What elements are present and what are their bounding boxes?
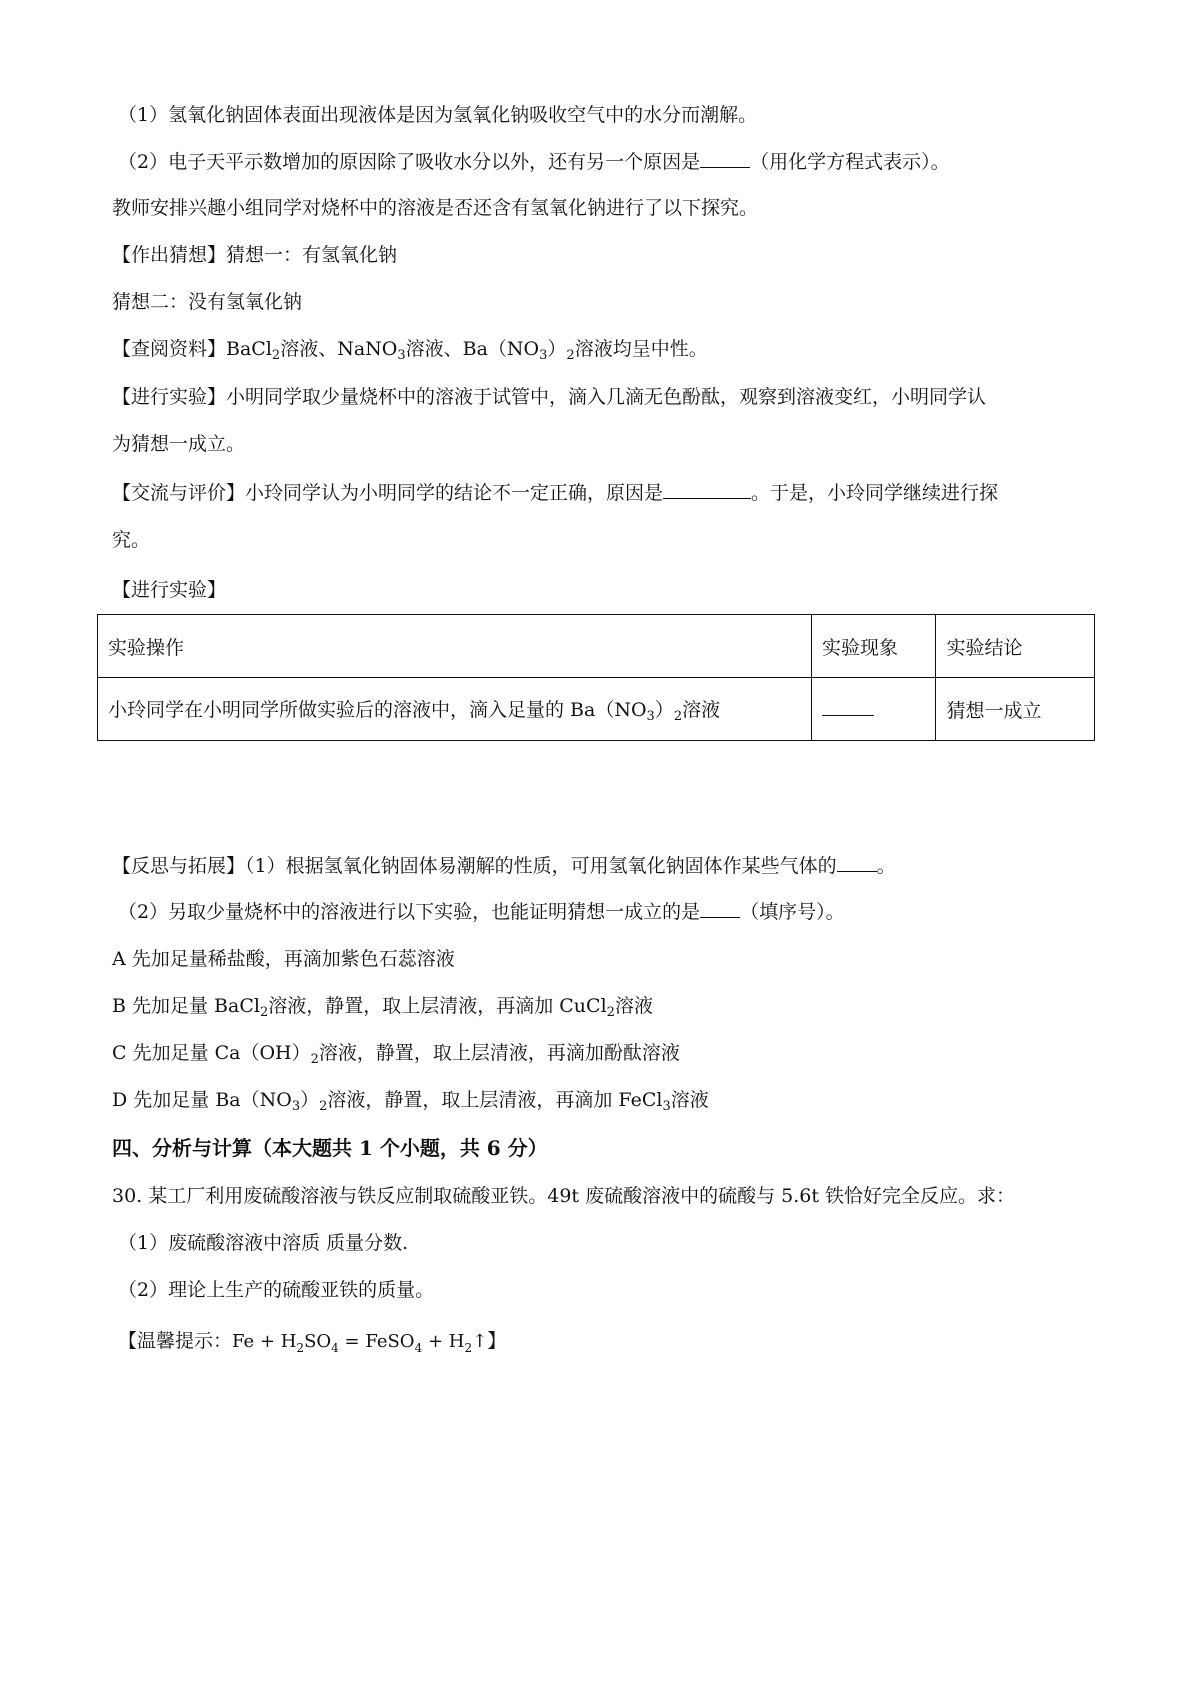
- text: D 先加足量 Ba（NO: [112, 1089, 292, 1111]
- text-line: [112, 289, 302, 315]
- line-text: （填序号）。: [740, 901, 845, 923]
- line-text: 【作出猜想】猜想一：有氢氧化钠: [112, 244, 398, 266]
- line-text: （1）氢氧化钠固体表面出现液体是因为氢氧化钠吸收空气中的水分而潮解。: [118, 104, 758, 126]
- text: ）: [300, 1089, 320, 1111]
- line-text: 【进行实验】: [112, 579, 227, 601]
- text: 【查阅资料】BaCl: [112, 338, 272, 360]
- text: 溶液，静置，取上层清液，再滴加 FeCl: [327, 1089, 663, 1111]
- text-line: [118, 149, 950, 175]
- text: Fe: [232, 1331, 255, 1352]
- line-text: 。: [876, 855, 896, 877]
- text: 溶液，静置，取上层清液，再滴加 CuCl: [268, 995, 607, 1017]
- hint-line: [118, 1327, 506, 1362]
- text: 溶液、Ba（NO: [405, 338, 540, 360]
- option-d: [112, 1087, 709, 1120]
- text-line: [112, 527, 150, 553]
- table-cell-operation: [98, 678, 812, 741]
- answer-blank[interactable]: [837, 853, 877, 872]
- line-text: （2）电子天平示数增加的原因除了吸收水分以外，还有另一个原因是: [118, 151, 701, 173]
- line-text: 【进行实验】小明同学取少量烧杯中的溶液于试管中，滴入几滴无色酚酞，观察到溶液变红，小明同学认: [112, 386, 987, 408]
- text: ）: [654, 698, 674, 721]
- subscript: 2: [673, 708, 683, 724]
- line-text: 。于是，小玲同学继续进行探: [751, 482, 999, 504]
- subscript: 3: [539, 348, 548, 363]
- subscript: 3: [662, 1099, 671, 1114]
- section-heading: 四、分析与计算（本大题共 1 个小题，共 6 分）: [112, 1136, 548, 1160]
- answer-blank[interactable]: [700, 899, 740, 918]
- text: = FeSO: [338, 1331, 415, 1352]
- text-line: [112, 480, 998, 506]
- table-header-cell: 实验现象: [811, 615, 935, 678]
- text: ）: [547, 338, 567, 360]
- subscript: 2: [296, 1341, 305, 1355]
- text: 溶液: [614, 995, 653, 1017]
- subscript: 3: [397, 348, 406, 363]
- text-line: [112, 384, 986, 410]
- subscript: 2: [566, 348, 575, 363]
- line-text: 教师安排兴趣小组同学对烧杯中的溶液是否还含有氢氧化钠进行了以下探究。: [112, 197, 759, 219]
- table-cell-phenomenon: [811, 678, 935, 741]
- subscript: 2: [606, 1005, 615, 1020]
- text-line: [118, 899, 845, 925]
- table-row: [98, 678, 1095, 741]
- option-c: [112, 1040, 680, 1073]
- text: 溶液: [682, 698, 721, 721]
- experiment-table: [97, 614, 1095, 741]
- line-text: （2）另取少量烧杯中的溶液进行以下实验，也能证明猜想一成立的是: [118, 901, 701, 923]
- text-line: [112, 577, 226, 603]
- text: 溶液、NaNO: [280, 338, 398, 360]
- line-text: 【反思与拓展】（1）根据氢氧化钠固体易潮解的性质，可用氢氧化钠固体作某些气体的: [112, 855, 837, 877]
- text-line: [118, 102, 757, 128]
- text-line: （1）废硫酸溶液中溶质 质量分数.: [118, 1232, 409, 1254]
- option-a: [112, 946, 455, 972]
- line-text: A 先加足量稀盐酸，再滴加紫色石蕊溶液: [112, 948, 455, 970]
- table-cell-conclusion: 猜想一成立: [936, 678, 1095, 741]
- line-text: 为猜想一成立。: [112, 433, 246, 455]
- line-text: 究。: [112, 529, 151, 551]
- table-header-cell: 实验结论: [936, 615, 1095, 678]
- text: B 先加足量 BaCl: [112, 995, 260, 1017]
- subscript: 2: [310, 1052, 319, 1067]
- text-line: [112, 195, 758, 221]
- answer-blank[interactable]: [700, 149, 750, 168]
- text: 溶液: [670, 1089, 709, 1111]
- answer-blank[interactable]: [663, 480, 751, 499]
- question-30: 30. 某工厂利用废硫酸溶液与铁反应制取硫酸亚铁。49t 废硫酸溶液中的硫酸与 5.6t 铁恰好完全反应。求：: [112, 1185, 1016, 1207]
- subscript: 2: [271, 348, 281, 363]
- subscript: 2: [259, 1005, 269, 1020]
- text: + H: [422, 1331, 465, 1352]
- line-text: 猜想二：没有氢氧化钠: [112, 291, 303, 313]
- text: C 先加足量 Ca（OH）: [112, 1042, 311, 1064]
- chemical-equation: [232, 1331, 488, 1355]
- text-line: [112, 431, 245, 457]
- answer-blank[interactable]: [822, 697, 874, 716]
- text: 溶液均呈中性。: [574, 338, 708, 360]
- subscript: 2: [464, 1341, 473, 1355]
- text-line: [112, 853, 896, 879]
- line-text: （用化学方程式表示）。: [750, 151, 950, 173]
- text-line: （2）理论上生产的硫酸亚铁的质量。: [118, 1279, 435, 1301]
- line-text: 【交流与评价】小玲同学认为小明同学的结论不一定正确，原因是: [112, 482, 664, 504]
- subscript: 4: [414, 1341, 423, 1355]
- subscript: 3: [646, 708, 655, 724]
- text: 【温馨提示：: [118, 1330, 233, 1352]
- text: 溶液，静置，取上层清液，再滴加酚酞溶液: [318, 1042, 680, 1064]
- gas-arrow-icon: ↑: [472, 1331, 488, 1352]
- table-header-row: [98, 615, 1095, 678]
- option-b: [112, 993, 653, 1026]
- text-line: [112, 336, 708, 369]
- table-header-cell: 实验操作: [98, 615, 812, 678]
- text: 】: [487, 1330, 507, 1352]
- text: 小玲同学在小明同学所做实验后的溶液中，滴入足量的 Ba（NO: [108, 698, 647, 721]
- subscript: 2: [319, 1099, 328, 1114]
- subscript: 4: [331, 1341, 339, 1355]
- text: SO: [304, 1331, 332, 1352]
- text-line: [112, 242, 397, 268]
- subscript: 3: [291, 1099, 301, 1114]
- text: + H: [254, 1331, 297, 1352]
